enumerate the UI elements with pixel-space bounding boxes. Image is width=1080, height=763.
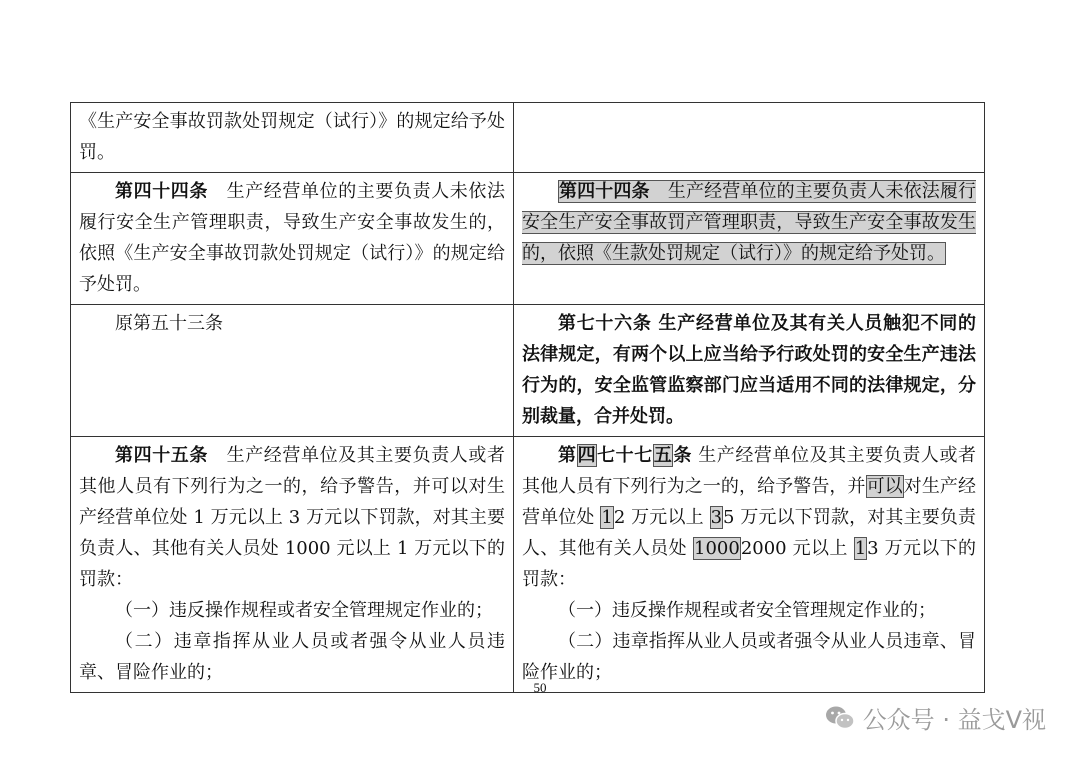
- cell-text: 《生产安全事故罚款处罚规定（试行）》的规定给予处罚。: [79, 111, 505, 163]
- list-item: （二）违章指挥从业人员或者强令从业人员违章、冒险作业的；: [79, 631, 505, 683]
- cell-left: [71, 437, 514, 693]
- body-part: 2000 元以上: [740, 538, 854, 559]
- title-part: 条: [673, 445, 692, 466]
- comparison-table: [70, 102, 985, 693]
- cell-text: 原第五十三条: [115, 313, 223, 334]
- article-title: 第四十五条: [115, 445, 208, 466]
- table-row: [71, 173, 985, 305]
- article-body: 生产经营单位及其主要负责人或者其他人员有下列行为之一的，给予警告，并可以对生产经营单位处 1 万元以上 3 万元以下罚款，对其主要负责人、其他有关人员处 1000 元以上 1 万元以下的罚款：: [79, 445, 505, 590]
- cell-right: [514, 305, 985, 437]
- table-row: [71, 103, 985, 173]
- page-number: 50: [533, 680, 547, 695]
- article-title: 第四十四条: [559, 181, 650, 202]
- list-item: （一）违反操作规程或者安全管理规定作业的；: [115, 600, 493, 621]
- title-part: 七十七: [597, 445, 653, 466]
- cell-right: [514, 103, 985, 173]
- table-row: [71, 437, 985, 693]
- title-part: 第: [558, 445, 577, 466]
- wechat-icon: [825, 705, 855, 731]
- deleted-text: 3: [710, 507, 723, 528]
- cell-left: [71, 103, 514, 173]
- body-part: 2 万元以上: [613, 507, 710, 528]
- list-item: （一）违反操作规程或者安全管理规定作业的；: [558, 600, 936, 621]
- article-body: 生产经营单位的主要负责人未依法履行安全生产管理职责，导致生产安全事故发生的，依照《生产安全事故罚款处罚规定（试行）》的规定给予处罚。: [79, 181, 505, 295]
- deleted-text: 1000: [694, 538, 740, 559]
- deleted-text: 五: [653, 445, 673, 466]
- watermark-text: 公众号 · 益戈V视: [862, 706, 1046, 734]
- watermark: [825, 700, 1046, 735]
- deleted-text: 1: [854, 538, 867, 559]
- body-part: 5 万元以下罚款，对其主要负责人、其他有关人员处: [522, 507, 976, 559]
- cell-left: [71, 305, 514, 437]
- cell-right: [514, 173, 985, 305]
- body-part: 对生产经营单位处: [522, 476, 977, 528]
- article-title: 第四十四条: [115, 181, 208, 202]
- list-item: （二）违章指挥从业人员或者强令从业人员违章、冒险作业的；: [522, 631, 976, 683]
- table-row: [71, 305, 985, 437]
- cell-left: [71, 173, 514, 305]
- cell-right: [514, 437, 985, 693]
- body-part: 生产经营单位及其主要负责人或者其他人员有下列行为之一的，给予警告，并: [522, 445, 977, 497]
- deleted-text: 四: [577, 445, 597, 466]
- deleted-text: 可以: [866, 476, 903, 497]
- cell-text: 第七十六条 生产经营单位及其有关人员触犯不同的法律规定，有两个以上应当给予行政处罚的安全生产违法行为的，安全监管监察部门应当适用不同的法律规定，分别裁量，合并处罚。: [522, 313, 976, 427]
- article-body: 生产经营单位的主要负责人未依法履行安全生产安全事故罚产管理职责，导致生产安全事故发生的，依照《生款处罚规定（试行）》的规定给予处罚。: [522, 181, 977, 264]
- deleted-text: 1: [601, 507, 613, 528]
- article-title: [558, 444, 692, 467]
- body-part: 3 万元以下的罚款：: [522, 538, 976, 590]
